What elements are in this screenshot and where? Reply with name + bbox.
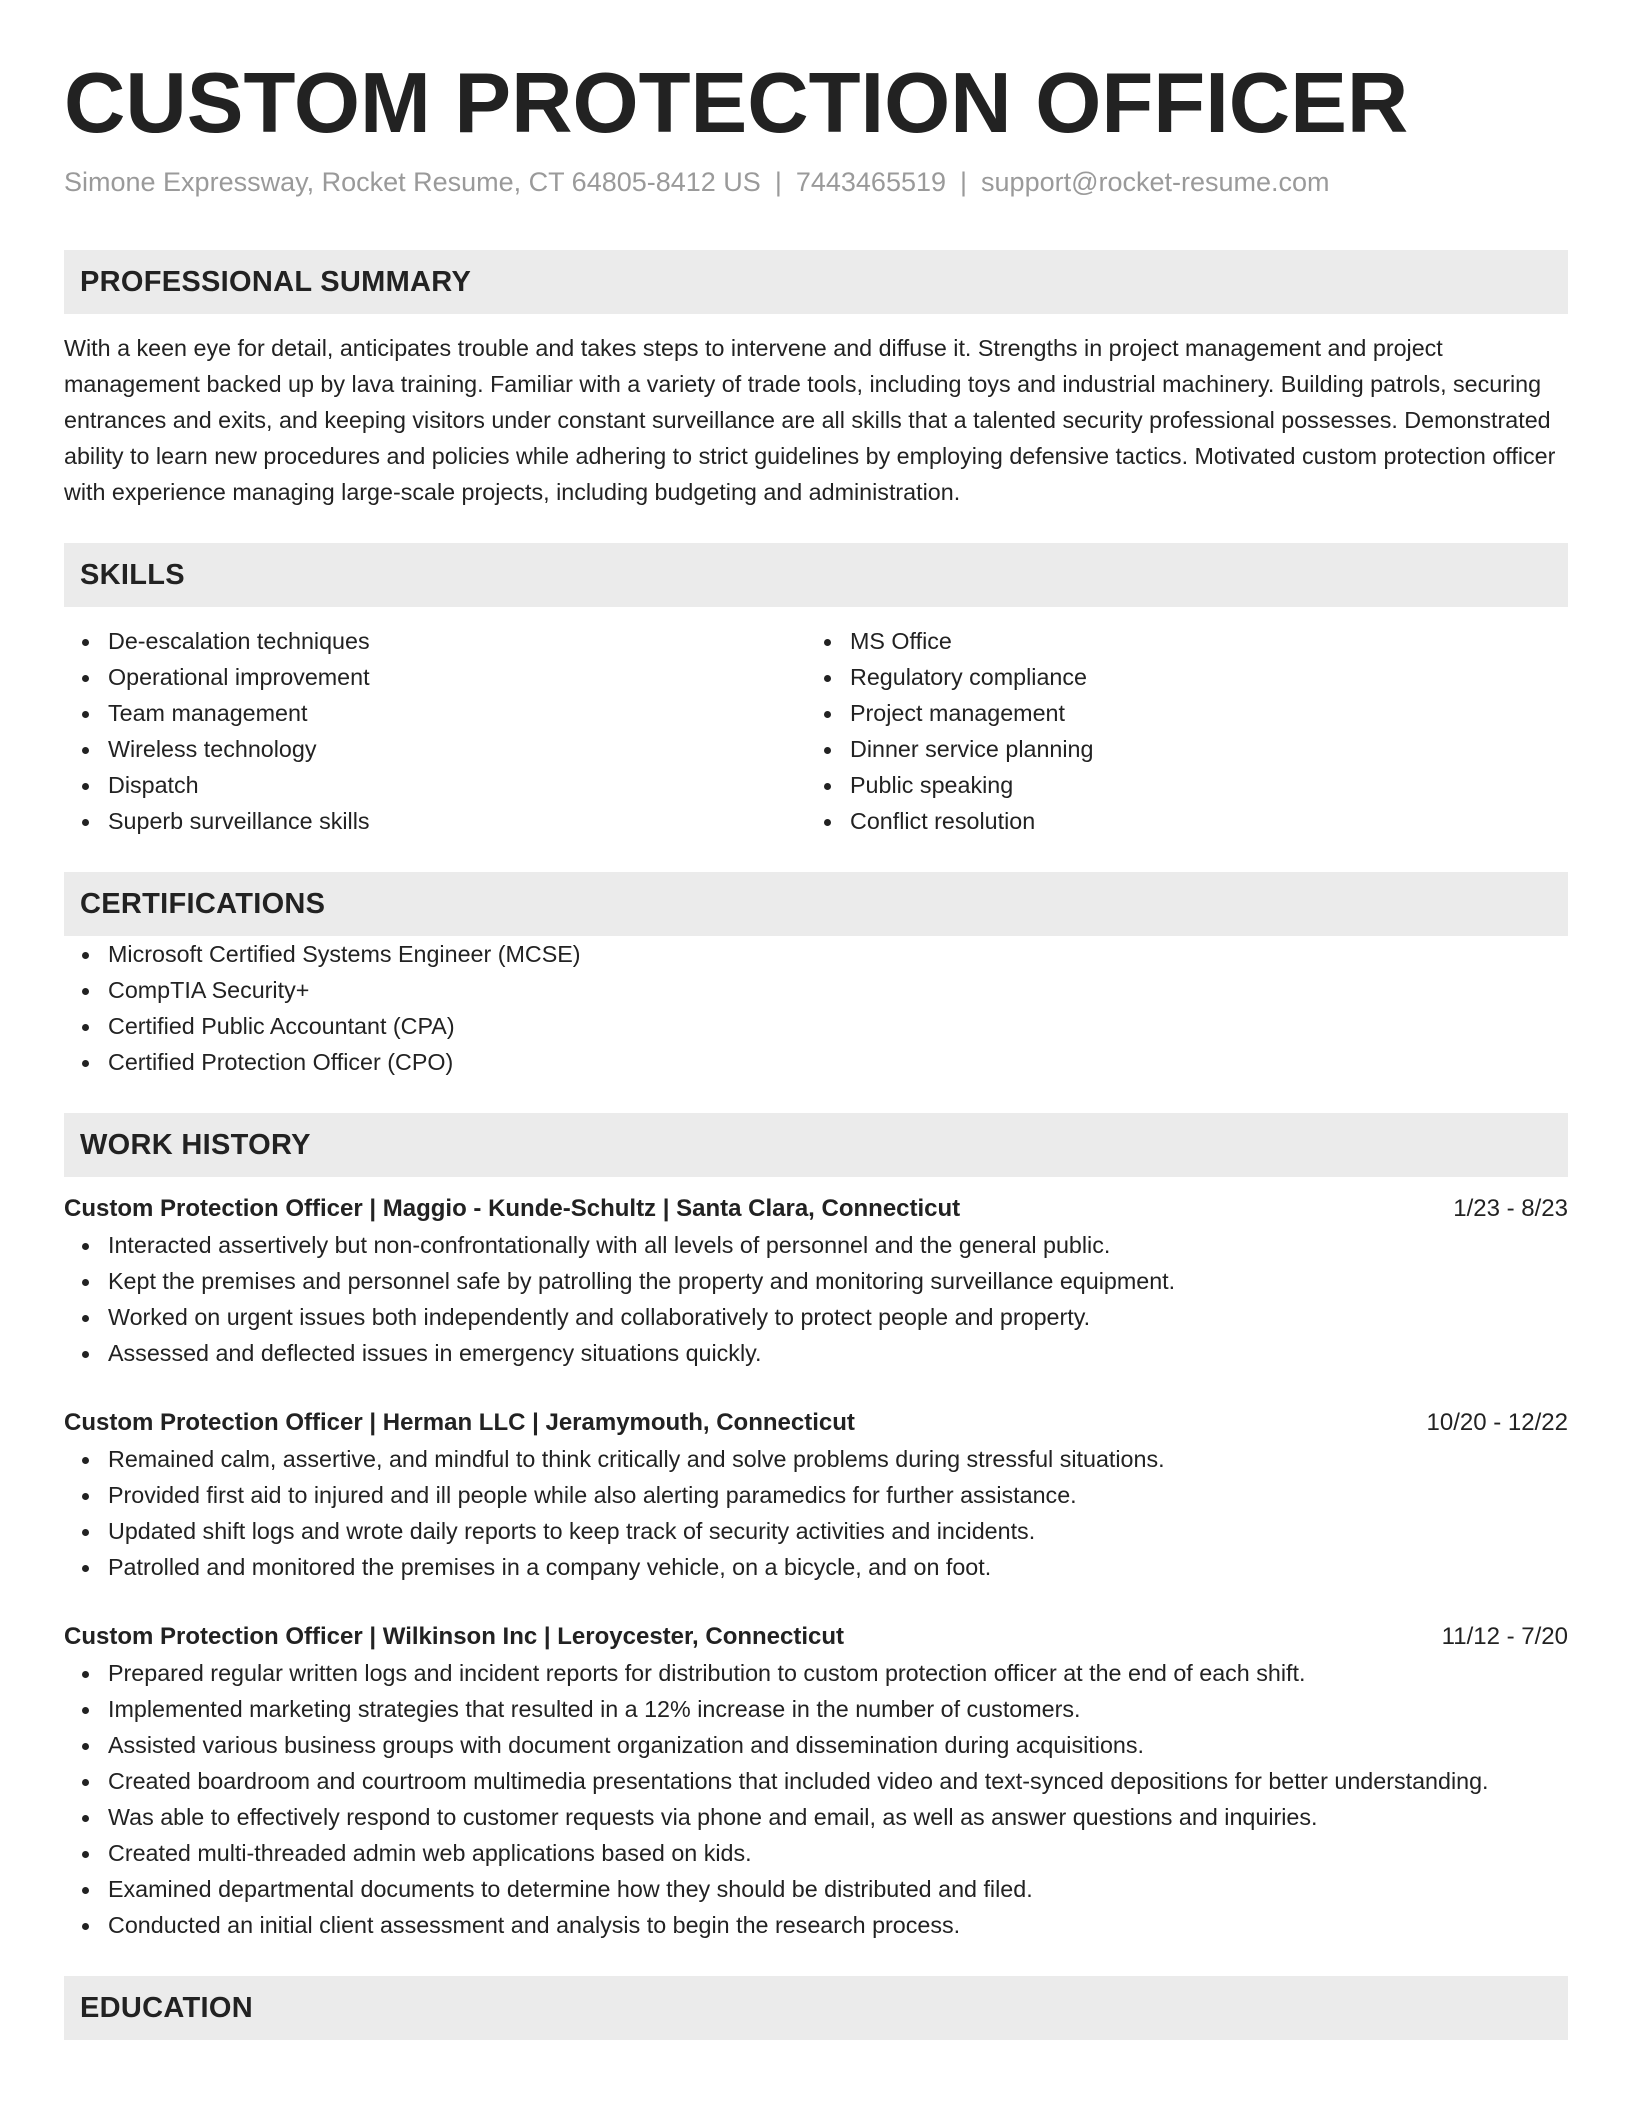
job-entry bbox=[64, 1191, 1568, 1371]
summary-text: With a keen eye for detail, anticipates trouble and takes steps to intervene and diffuse it. Strengths in project management and project management backed up by lava training. Familiar with a variety of trade tools, including toys and industrial machinery. Building patrols, securing entrances and exits, and keeping visitors under constant surveillance are all skills that a talented security professional possesses. Demonstrated ability to learn new procedures and policies while adhering to strict guidelines by employing defensive tactics. Motivated custom protection officer with experience managing large-scale projects, including budgeting and administration. bbox=[64, 335, 1556, 505]
contact-separator: | bbox=[960, 167, 968, 197]
skills-column-right bbox=[806, 623, 1548, 839]
job-header bbox=[64, 1191, 1568, 1227]
skill-item: Operational improvement bbox=[64, 659, 806, 695]
job-header bbox=[64, 1405, 1568, 1441]
job-bullet: Assisted various business groups with document organization and dissemination during acquisitions. bbox=[64, 1727, 1568, 1763]
job-bullet: Was able to effectively respond to customer requests via phone and email, as well as answer questions and inquiries. bbox=[64, 1799, 1568, 1835]
skill-item: Wireless technology bbox=[64, 731, 806, 767]
skill-item: Team management bbox=[64, 695, 806, 731]
job-title: Custom Protection Officer | Wilkinson Inc | Leroycester, Connecticut bbox=[64, 1623, 845, 1650]
job-bullet-list bbox=[64, 1441, 1568, 1585]
job-bullet: Provided first aid to injured and ill people while also alerting paramedics for further assistance. bbox=[64, 1477, 1568, 1513]
section-heading-certifications: CERTIFICATIONS bbox=[64, 872, 1568, 936]
skill-item: MS Office bbox=[806, 623, 1548, 659]
skill-item: Regulatory compliance bbox=[806, 659, 1548, 695]
job-dates: 1/23 - 8/23 bbox=[1453, 1195, 1568, 1222]
skill-item: Dispatch bbox=[64, 767, 806, 803]
skill-item: Project management bbox=[806, 695, 1548, 731]
job-dates: 10/20 - 12/22 bbox=[1426, 1409, 1568, 1436]
job-bullet: Implemented marketing strategies that resulted in a 12% increase in the number of customers. bbox=[64, 1691, 1568, 1727]
skills-list bbox=[64, 623, 1568, 839]
section-heading-skills: SKILLS bbox=[64, 543, 1568, 607]
job-bullet: Created multi-threaded admin web applications based on kids. bbox=[64, 1835, 1568, 1871]
job-bullet: Updated shift logs and wrote daily reports to keep track of security activities and incidents. bbox=[64, 1513, 1568, 1549]
job-bullet: Remained calm, assertive, and mindful to think critically and solve problems during stressful situations. bbox=[64, 1441, 1568, 1477]
job-bullet: Conducted an initial client assessment and analysis to begin the research process. bbox=[64, 1907, 1568, 1943]
job-dates: 11/12 - 7/20 bbox=[1441, 1623, 1568, 1650]
job-bullet: Worked on urgent issues both independently and collaboratively to protect people and property. bbox=[64, 1299, 1568, 1335]
certification-item: Microsoft Certified Systems Engineer (MCSE) bbox=[64, 936, 1568, 972]
job-bullet: Prepared regular written logs and incident reports for distribution to custom protection officer at the end of each shift. bbox=[64, 1655, 1568, 1691]
resume-name-title: CUSTOM PROTECTION OFFICER bbox=[64, 56, 1409, 151]
skill-item: Superb surveillance skills bbox=[64, 803, 806, 839]
job-title: Custom Protection Officer | Maggio - Kunde-Schultz | Santa Clara, Connecticut bbox=[64, 1195, 961, 1222]
job-bullet: Kept the premises and personnel safe by patrolling the property and monitoring surveillance equipment. bbox=[64, 1263, 1568, 1299]
contact-address: Simone Expressway, Rocket Resume, CT 64805-8412 US bbox=[64, 167, 761, 197]
certifications-list bbox=[64, 936, 1568, 1080]
skills-column-left bbox=[64, 623, 806, 839]
job-bullet: Interacted assertively but non-confrontationally with all levels of personnel and the general public. bbox=[64, 1227, 1568, 1263]
certification-item: Certified Protection Officer (CPO) bbox=[64, 1044, 1568, 1080]
job-bullet: Assessed and deflected issues in emergency situations quickly. bbox=[64, 1335, 1568, 1371]
skill-item: Conflict resolution bbox=[806, 803, 1548, 839]
contact-line bbox=[64, 166, 1568, 198]
skill-item: De-escalation techniques bbox=[64, 623, 806, 659]
job-bullet-list bbox=[64, 1227, 1568, 1371]
skill-item: Dinner service planning bbox=[806, 731, 1548, 767]
job-entry bbox=[64, 1619, 1568, 1943]
job-header bbox=[64, 1619, 1568, 1655]
job-bullet-list bbox=[64, 1655, 1568, 1943]
job-bullet: Created boardroom and courtroom multimedia presentations that included video and text-synced depositions for better understanding. bbox=[64, 1763, 1568, 1799]
contact-phone: 7443465519 bbox=[795, 167, 947, 197]
contact-separator: | bbox=[774, 167, 782, 197]
job-entry bbox=[64, 1405, 1568, 1585]
section-heading-summary: PROFESSIONAL SUMMARY bbox=[64, 250, 1568, 314]
section-heading-work-history: WORK HISTORY bbox=[64, 1113, 1568, 1177]
skill-item: Public speaking bbox=[806, 767, 1548, 803]
job-bullet: Examined departmental documents to determine how they should be distributed and filed. bbox=[64, 1871, 1568, 1907]
job-title: Custom Protection Officer | Herman LLC | Jeramymouth, Connecticut bbox=[64, 1409, 855, 1436]
job-bullet: Patrolled and monitored the premises in a company vehicle, on a bicycle, and on foot. bbox=[64, 1549, 1568, 1585]
contact-email: support@rocket-resume.com bbox=[981, 167, 1330, 197]
certification-item: CompTIA Security+ bbox=[64, 972, 1568, 1008]
section-heading-education: EDUCATION bbox=[64, 1976, 1568, 2040]
resume-page bbox=[64, 0, 1568, 2040]
certification-item: Certified Public Accountant (CPA) bbox=[64, 1008, 1568, 1044]
